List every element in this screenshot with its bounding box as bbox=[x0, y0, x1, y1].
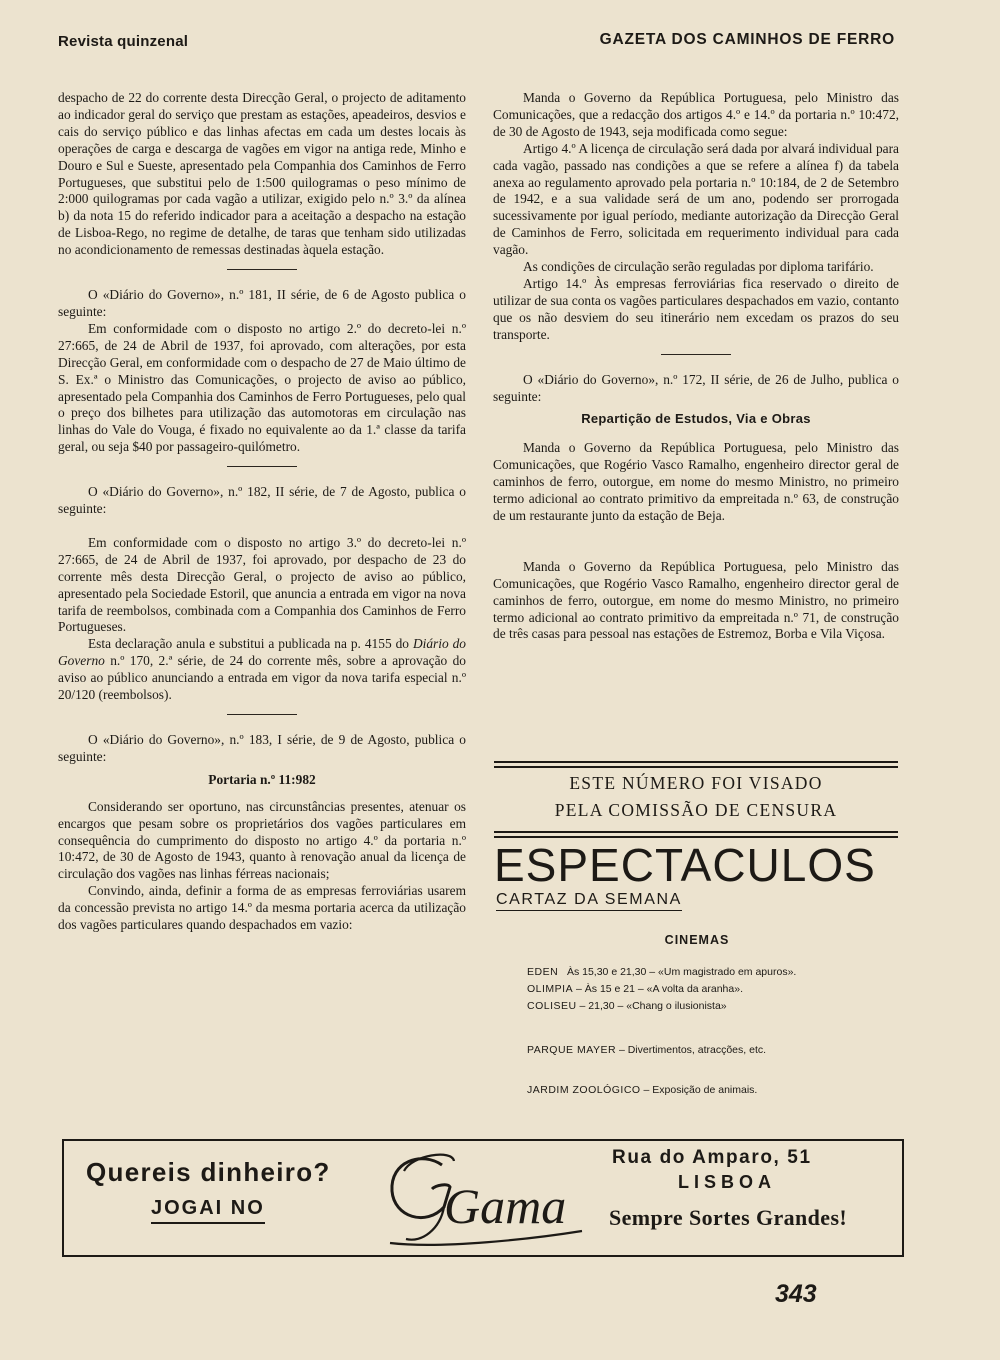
shows-title: ESPECTACULOS bbox=[494, 839, 876, 891]
paragraph: Manda o Governo da República Portuguesa, pelo Ministro das Comunicações, que a redacção dos artigos 4.º e 14.º da portaria n.º 10:472, de 30 de Agosto de 1943, seja modificada como segue: bbox=[493, 90, 899, 139]
lottery-advert bbox=[62, 1139, 904, 1257]
paragraph: Manda o Governo da República Portuguesa, pelo Ministro das Comunicações, que Rogério Vasco Ramalho, engenheiro director geral de caminhos de ferro, outorgue, em nome do mesmo Ministro, no primeiro termo adicional ao contrato primitivo da empreitada n.º 63, de construção de um restaurante junto da estação de Beja. bbox=[493, 440, 899, 523]
advert-question: Quereis dinheiro? bbox=[86, 1157, 331, 1187]
double-rule bbox=[494, 766, 898, 768]
paragraph: despacho de 22 do corrente desta Direcção Geral, o projecto de aditamento ao indicador geral do serviço que prestam as estações, apeadeiros, desvios e cais do serviço público e das linhas afectas em cada um destes locais às operações de carga e descarga de vagões em vigor na antiga rede, Minho e Douro e Sul e Sueste, apresentado pela Companhia dos Caminhos de Ferro Portugueses, que substitui pelo de 1:500 quilogramas o peso mínimo de 2:000 quilogramas por cada vagão a utilizar, exigido pelo n.º 3.º da alínea b) da nota 15 do referido indicador para a aceitação a despacho na estação de Lisboa-Rego, no regime de detalhe, de taras que tenham sido utilizadas no acondicionamento de remessas destinadas àquela estação. bbox=[58, 90, 466, 258]
advert-play: JOGAI NO bbox=[151, 1197, 265, 1224]
paragraph: O «Diário do Governo», n.º 181, II série, de 6 de Agosto publica o seguinte: bbox=[58, 287, 466, 319]
show-listing: EDEN Às 15,30 e 21,30 – «Um magistrado em apuros». bbox=[527, 966, 797, 978]
show-listing: COLISEU – 21,30 – «Chang o ilusionista» bbox=[527, 1000, 727, 1012]
divider bbox=[227, 269, 297, 270]
paragraph: Convindo, ainda, definir a forma de as empresas ferroviárias usarem da concessão prevista no artigo 14.º da mesma portaria acerca da utilização dos vagões particulares quando despachados em vazio: bbox=[58, 883, 466, 933]
double-rule bbox=[494, 761, 898, 763]
paragraph: Em conformidade com o disposto no artigo 2.º do decreto-lei n.º 27:665, de 24 de Abril de 1937, foi aprovado, com alterações, por esta Direcção Geral, em conformidade com o despacho de 27 de Maio último de S. Ex.ª o Ministro das Comunicações, o projecto de aviso ao público, apresentado pela Companhia dos Caminhos de Ferro Portugueses, pelo qual o preço dos bilhetes para utilização das automotoras em circulação nas linhas do Vale do Vouga, é fixado no equivalente ao da 1.ª classe da tarifa geral, ou seja $40 por passageiro-quilómetro. bbox=[58, 320, 466, 455]
paragraph: Artigo 14.º Às empresas ferroviárias fica reservado o direito de utilizar de sua conta os vagões particulares despachados em vazio, contanto que os não desviem do seu itinerário nem excedam os prazos do seu transporte. bbox=[493, 275, 899, 342]
gama-logo bbox=[382, 1147, 592, 1251]
cinemas-heading: CINEMAS bbox=[664, 933, 730, 947]
advert-address: Rua do Amparo, 51 bbox=[612, 1147, 812, 1168]
paragraph: O «Diário do Governo», n.º 182, II série, de 7 de Agosto, publica o seguinte: bbox=[58, 484, 466, 517]
shows-subtitle: CARTAZ DA SEMANA bbox=[496, 891, 682, 911]
newspaper-name: Diário do Governo bbox=[58, 636, 466, 669]
header-left: Revista quinzenal bbox=[58, 33, 189, 50]
double-rule bbox=[494, 836, 898, 838]
censorship-line: PELA COMISSÃO DE CENSURA bbox=[554, 800, 838, 820]
right-column bbox=[493, 90, 899, 643]
left-column bbox=[58, 90, 466, 934]
show-listing: OLIMPIA – Às 15 e 21 – «A volta da aranha». bbox=[527, 983, 743, 995]
divider bbox=[227, 466, 297, 467]
paragraph: Em conformidade com o disposto no artigo 3.º do decreto-lei n.º 27:665, de 24 de Abril de 1937, foi aprovado, por despacho de 23 do corrente mês desta Direcção Geral, o projecto de aviso ao público, apresentado pela Sociedade Estoril, que anuncia a entrada em vigor na nova tarifa de reembolsos, combinada com a Companhia dos Caminhos de Ferro Portugueses. bbox=[58, 534, 466, 635]
paragraph: Manda o Governo da República Portuguesa, pelo Ministro das Comunicações, que Rogério Vasco Ramalho, engenheiro director geral de caminhos de ferro, outorgue, em nome do mesmo Ministro, no primeiro termo adicional ao contrato primitivo da empreitada n.º 71, de construção de três casas para pessoal nas estações de Estremoz, Borba e Vila Viçosa. bbox=[493, 558, 899, 642]
double-rule bbox=[494, 831, 898, 833]
divider bbox=[227, 714, 297, 715]
advert-city: LISBOA bbox=[678, 1172, 777, 1192]
divider bbox=[661, 354, 731, 355]
section-title: Repartição de Estudos, Via e Obras bbox=[581, 411, 811, 427]
censorship-notice bbox=[494, 770, 898, 824]
portaria-title: Portaria n.º 11:982 bbox=[208, 771, 316, 787]
censorship-line: ESTE NÚMERO FOI VISADO bbox=[569, 773, 823, 793]
paragraph: As condições de circulação serão reguladas por diploma tarifário. bbox=[523, 259, 874, 275]
paragraph: O «Diário do Governo», n.º 183, I série, de 9 de Agosto, publica o seguinte: bbox=[58, 732, 466, 764]
paragraph: Esta declaração anula e substitui a publicada na p. 4155 do Diário do Governo n.º 170, 2.ª série, de 24 do corrente mês, sobre a aprovação do aviso ao público anunciando a entrada em vigor da nova tarifa especial n.º 20/120 (reembolsos). bbox=[58, 636, 466, 703]
page-number: 343 bbox=[775, 1280, 817, 1308]
gama-logo-text: Gama bbox=[444, 1178, 567, 1234]
header-title: GAZETA DOS CAMINHOS DE FERRO bbox=[599, 31, 895, 48]
show-listing: PARQUE MAYER – Divertimentos, atracções, etc. bbox=[527, 1044, 767, 1056]
advert-slogan: Sempre Sortes Grandes! bbox=[609, 1205, 848, 1230]
paragraph: O «Diário do Governo», n.º 172, II série, de 26 de Julho, publica o seguinte: bbox=[493, 371, 899, 404]
paragraph: Artigo 4.º A licença de circulação será dada por alvará individual para cada vagão, passado nas condições a que se refere a alínea f) da tabela anexa ao regulamento aprovado pela portaria n.º 10:184, de 2 de Setembro de 1942, e a sua validade será de um ano, podendo ser prorrogada sucessivamente por igual período, mediante autorização da Direcção Geral de Caminhos de Ferro, solicitada em requerimento individual para cada vagão. bbox=[493, 140, 899, 258]
show-listing: JARDIM ZOOLÓGICO – Exposição de animais. bbox=[527, 1084, 758, 1096]
paragraph: Considerando ser oportuno, nas circunstâncias presentes, atenuar os encargos que pesam sobre os proprietários dos vagões particulares em consequência do cumprimento do disposto no artigo 4.º da portaria n.º 10:472, de 30 de Agosto de 1943, quanto à renovação anual da licença de circulação dos vagões nas linhas férreas nacionais; bbox=[58, 798, 466, 882]
